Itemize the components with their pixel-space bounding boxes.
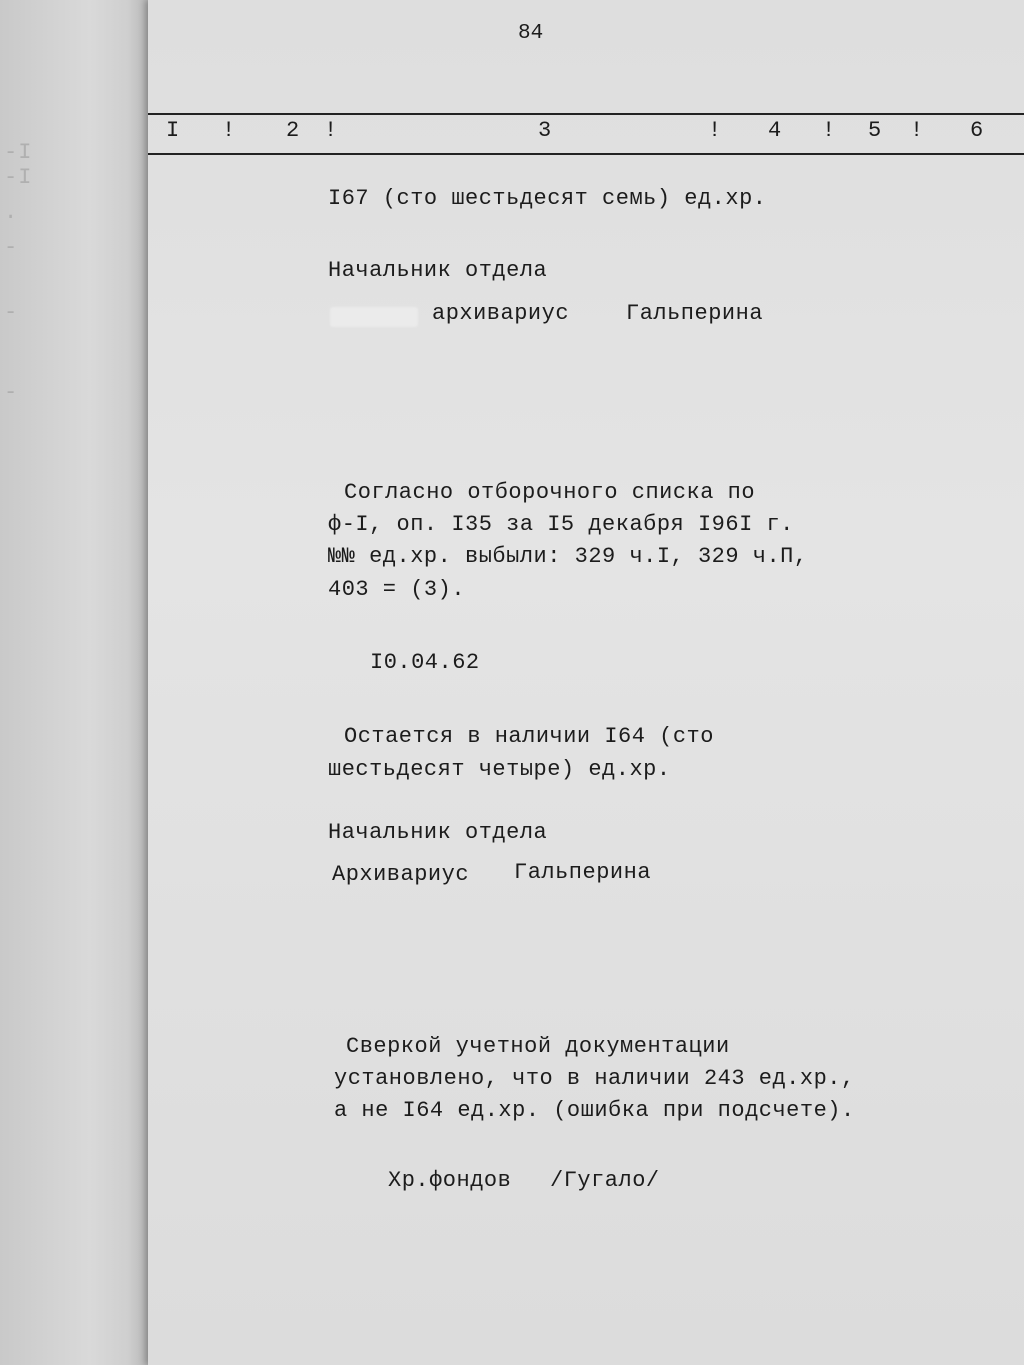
archivist-role: архивариус	[432, 301, 570, 326]
column-header-2: 2	[286, 118, 300, 143]
fund-keeper-role: Хр.фондов	[388, 1168, 512, 1193]
department-head-title: Начальник отдела	[328, 258, 548, 283]
entry-date: I0.04.62	[370, 650, 480, 675]
ghost-mark: -I	[4, 165, 33, 190]
fund-keeper-name: /Гугало/	[550, 1168, 660, 1193]
column-separator: !	[910, 118, 924, 143]
table-header-top-rule	[148, 113, 1024, 115]
column-separator: !	[324, 118, 338, 143]
page-number: 84	[518, 22, 544, 45]
units-count-line: I67 (сто шестьдесят семь) ед.хр.	[328, 186, 767, 211]
adjacent-page-edge	[0, 0, 150, 1365]
column-header-6: 6	[970, 118, 984, 143]
reconciliation-line-1: Сверкой учетной документации	[346, 1034, 730, 1059]
column-separator: !	[222, 118, 236, 143]
selection-list-line-3: №№ ед.хр. выбыли: 329 ч.I, 329 ч.П,	[328, 544, 808, 569]
column-separator: !	[822, 118, 836, 143]
remaining-line-2: шестьдесят четыре) ед.хр.	[328, 757, 671, 782]
ghost-mark: -	[4, 300, 19, 325]
reconciliation-line-3: а не I64 ед.хр. (ошибка при подсчете).	[334, 1098, 855, 1123]
column-header-5: 5	[868, 118, 882, 143]
table-header-bottom-rule	[148, 153, 1024, 155]
redacted-signature	[330, 307, 418, 327]
ghost-mark: -	[4, 380, 19, 405]
selection-list-line-2: ф-I, оп. I35 за I5 декабря I96I г.	[328, 512, 794, 537]
archivist-role-2: Архивариус	[332, 862, 470, 887]
selection-list-line-4: 403 = (3).	[328, 577, 466, 602]
archivist-name-2: Гальперина	[514, 860, 652, 885]
ghost-mark: .	[4, 200, 19, 225]
remaining-line-1: Остается в наличии I64 (сто	[344, 724, 714, 749]
document-page	[148, 0, 1024, 1365]
selection-list-line-1: Согласно отборочного списка по	[344, 480, 756, 505]
column-header-4: 4	[768, 118, 782, 143]
reconciliation-line-2: установлено, что в наличии 243 ед.хр.,	[334, 1066, 855, 1091]
ghost-mark: -	[4, 235, 19, 260]
department-head-title-2: Начальник отдела	[328, 820, 548, 845]
column-header-1: I	[166, 118, 180, 143]
archivist-name: Гальперина	[626, 301, 764, 326]
column-header-3: 3	[538, 118, 552, 143]
column-separator: !	[708, 118, 722, 143]
ghost-mark: -I	[4, 140, 33, 165]
